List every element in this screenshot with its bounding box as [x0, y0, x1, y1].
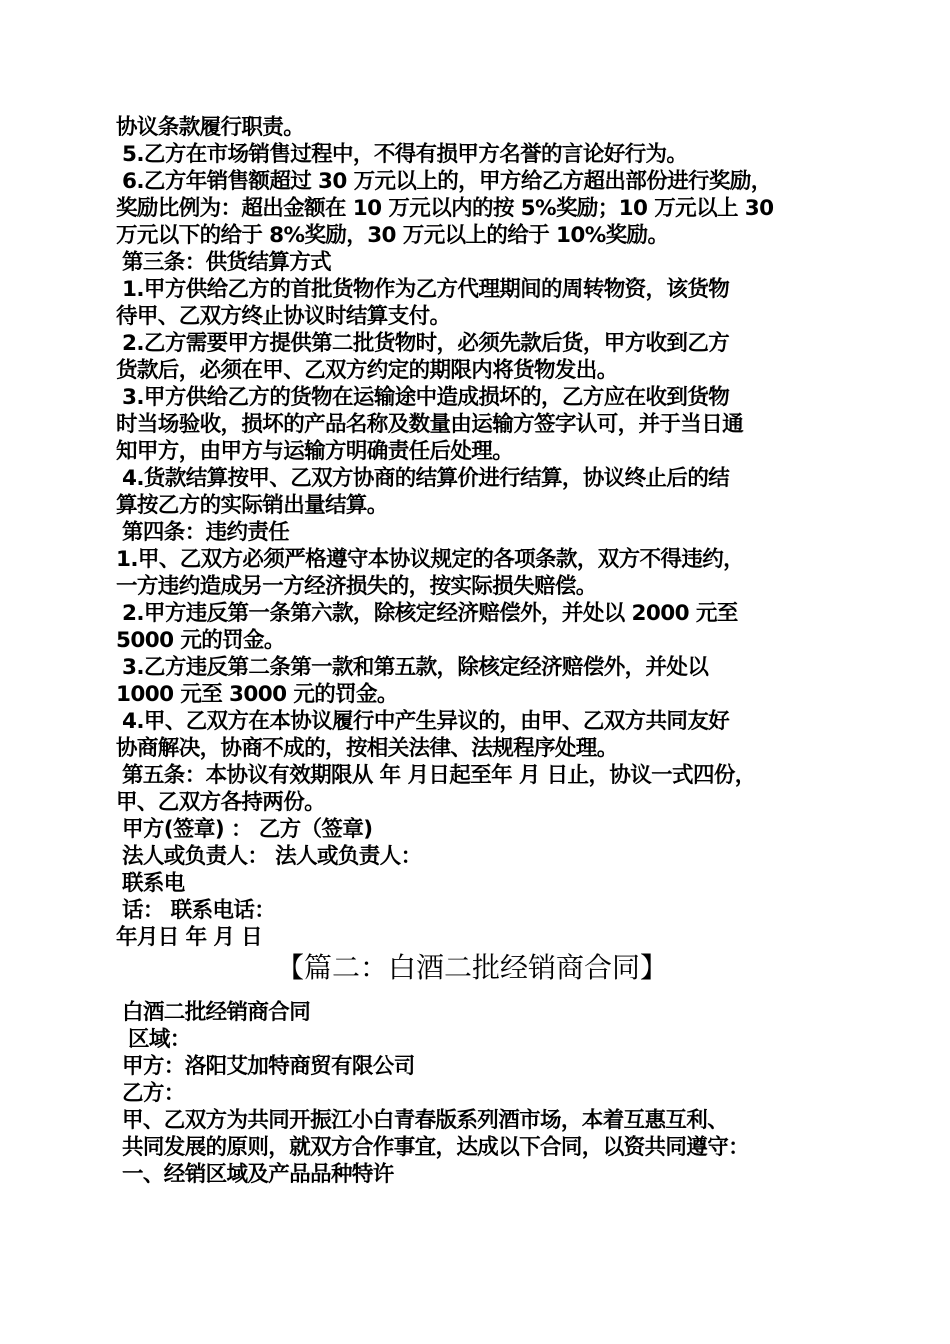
text-line: 1000 元至 3000 元的罚金。 — [116, 682, 398, 707]
text-line: 万元以下的给于 8%奖励，30 万元以上的给于 10%奖励。 — [116, 223, 669, 248]
text-line: 甲、乙双方各持两份。 — [116, 790, 326, 815]
text-line: 5.乙方在市场销售过程中，不得有损甲方名誉的言论好行为。 — [122, 142, 688, 167]
text-line: 3.乙方违反第二条第一款和第五款，除核定经济赔偿外，并处以 — [122, 655, 709, 680]
text-line: 话： 联系电话： — [122, 898, 276, 923]
document-page — [116, 114, 846, 1188]
text-line: 甲、乙双方为共同开振江小白青春版系列酒市场，本着互惠互利、 — [122, 1108, 729, 1133]
section-title: 【篇二：白酒二批经销商合同】 — [276, 951, 669, 984]
text-line: 年月日 年 月 日 — [116, 925, 263, 950]
text-line: 第五条：本协议有效期限从 年 月日起至年 月 日止，协议一式四份， — [122, 763, 756, 788]
text-line: 时当场验收，损坏的产品名称及数量由运输方签字认可，并于当日通 — [116, 412, 744, 437]
text-line: 3.甲方供给乙方的货物在运输途中造成损坏的，乙方应在收到货物 — [122, 385, 730, 410]
text-line: 2.乙方需要甲方提供第二批货物时，必须先款后货，甲方收到乙方 — [122, 331, 730, 356]
text-line: 4.甲、乙双方在本协议履行中产生异议的，由甲、乙双方共同友好 — [122, 709, 730, 734]
text-line: 算按乙方的实际销出量结算。 — [116, 493, 388, 518]
text-line: 区域： — [128, 1027, 191, 1052]
text-line: 1.甲、乙双方必须严格遵守本协议规定的各项条款，双方不得违约， — [116, 547, 745, 572]
text-line: 联系电 — [122, 871, 185, 896]
text-line: 协商解决，协商不成的，按相关法律、法规程序处理。 — [116, 736, 618, 761]
text-line: 2.甲方违反第一条第六款，除核定经济赔偿外，并处以 2000 元至 — [122, 601, 738, 626]
text-line: 货款后，必须在甲、乙双方约定的期限内将货物发出。 — [116, 358, 618, 383]
text-line: 乙方： — [122, 1081, 185, 1106]
text-line: 第四条：违约责任 — [122, 520, 290, 545]
text-line: 甲方：洛阳艾加特商贸有限公司 — [122, 1054, 415, 1079]
text-line: 待甲、乙双方终止协议时结算支付。 — [116, 304, 451, 329]
text-line: 法人或负责人： 法人或负责人： — [122, 844, 422, 869]
contract-text-part2 — [116, 999, 846, 1188]
text-line: 5000 元的罚金。 — [116, 628, 285, 653]
text-line: 第三条：供货结算方式 — [122, 250, 332, 275]
text-line: 甲方(签章) ： 乙方（签章) — [122, 817, 373, 842]
text-line: 奖励比例为：超出金额在 10 万元以内的按 5%奖励；10 万元以上 30 — [116, 196, 774, 221]
text-line: 共同发展的原则，就双方合作事宜，达成以下合同，以资共同遵守： — [122, 1135, 750, 1160]
text-line: 知甲方，由甲方与运输方明确责任后处理。 — [116, 439, 514, 464]
text-line: 1.甲方供给乙方的首批货物作为乙方代理期间的周转物资，该货物 — [122, 277, 730, 302]
text-line: 一方违约造成另一方经济损失的，按实际损失赔偿。 — [116, 574, 597, 599]
text-line: 4.货款结算按甲、乙双方协商的结算价进行结算，协议终止后的结 — [122, 466, 730, 491]
text-line: 白酒二批经销商合同 — [122, 1000, 311, 1025]
text-line: 协议条款履行职责。 — [116, 115, 305, 140]
text-line: 6.乙方年销售额超过 30 万元以上的，甲方给乙方超出部份进行奖励， — [122, 169, 772, 194]
text-line: 一、经销区域及产品品种特许 — [122, 1162, 394, 1187]
contract-text-part1 — [116, 114, 846, 951]
